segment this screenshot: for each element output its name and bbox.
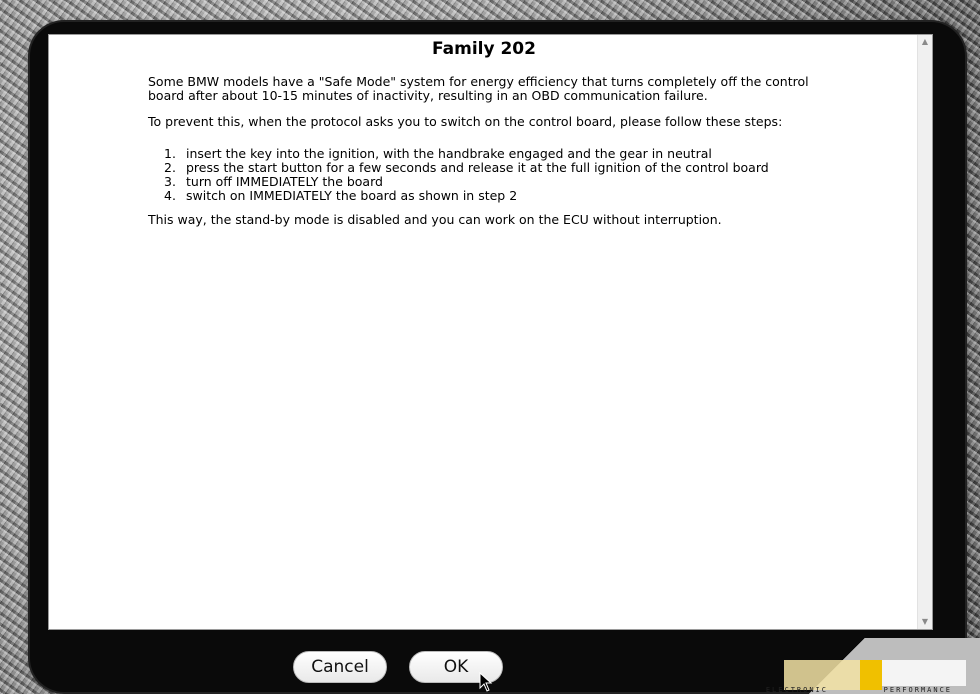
step-number: 2. xyxy=(164,160,176,175)
dialog-title: Family 202 xyxy=(432,39,536,59)
message-body xyxy=(148,75,848,239)
step-number: 4. xyxy=(164,188,176,203)
steps-list xyxy=(148,141,848,203)
ok-button[interactable]: OK xyxy=(409,651,503,683)
step-number: 1. xyxy=(164,146,176,161)
mouse-pointer-icon xyxy=(479,672,493,692)
logo-left-text: ELECTRONIC xyxy=(765,686,828,694)
scroll-up-icon[interactable]: ▲ xyxy=(921,37,929,46)
list-item xyxy=(148,189,848,203)
list-item xyxy=(148,175,848,189)
scroll-down-icon[interactable]: ▼ xyxy=(921,617,929,626)
cancel-button[interactable]: Cancel xyxy=(293,651,387,683)
brand-logo xyxy=(760,638,980,694)
paragraph-standby: This way, the stand-by mode is disabled and you can work on the ECU without interruption. xyxy=(148,212,722,227)
paragraph-safe-mode: Some BMW models have a "Safe Mode" system for energy efficiency that turns completely off the control board after about 10-15 minutes of inactivity, resulting in an OBD communication failure. xyxy=(148,74,809,103)
paragraph-prevent: To prevent this, when the protocol asks you to switch on the control board, please follow these steps: xyxy=(148,114,783,129)
logo-right-text: PERFORMANCE xyxy=(883,686,952,694)
step-text: press the start button for a few seconds and release it at the full ignition of the control board xyxy=(186,160,769,175)
step-text: insert the key into the ignition, with the handbrake engaged and the gear in neutral xyxy=(186,146,712,161)
vertical-scrollbar[interactable] xyxy=(917,35,932,629)
step-text: turn off IMMEDIATELY the board xyxy=(186,174,383,189)
message-panel xyxy=(48,34,933,630)
list-item xyxy=(148,161,848,175)
step-number: 3. xyxy=(164,174,176,189)
step-text: switch on IMMEDIATELY the board as shown in step 2 xyxy=(186,188,518,203)
list-item xyxy=(148,147,848,161)
